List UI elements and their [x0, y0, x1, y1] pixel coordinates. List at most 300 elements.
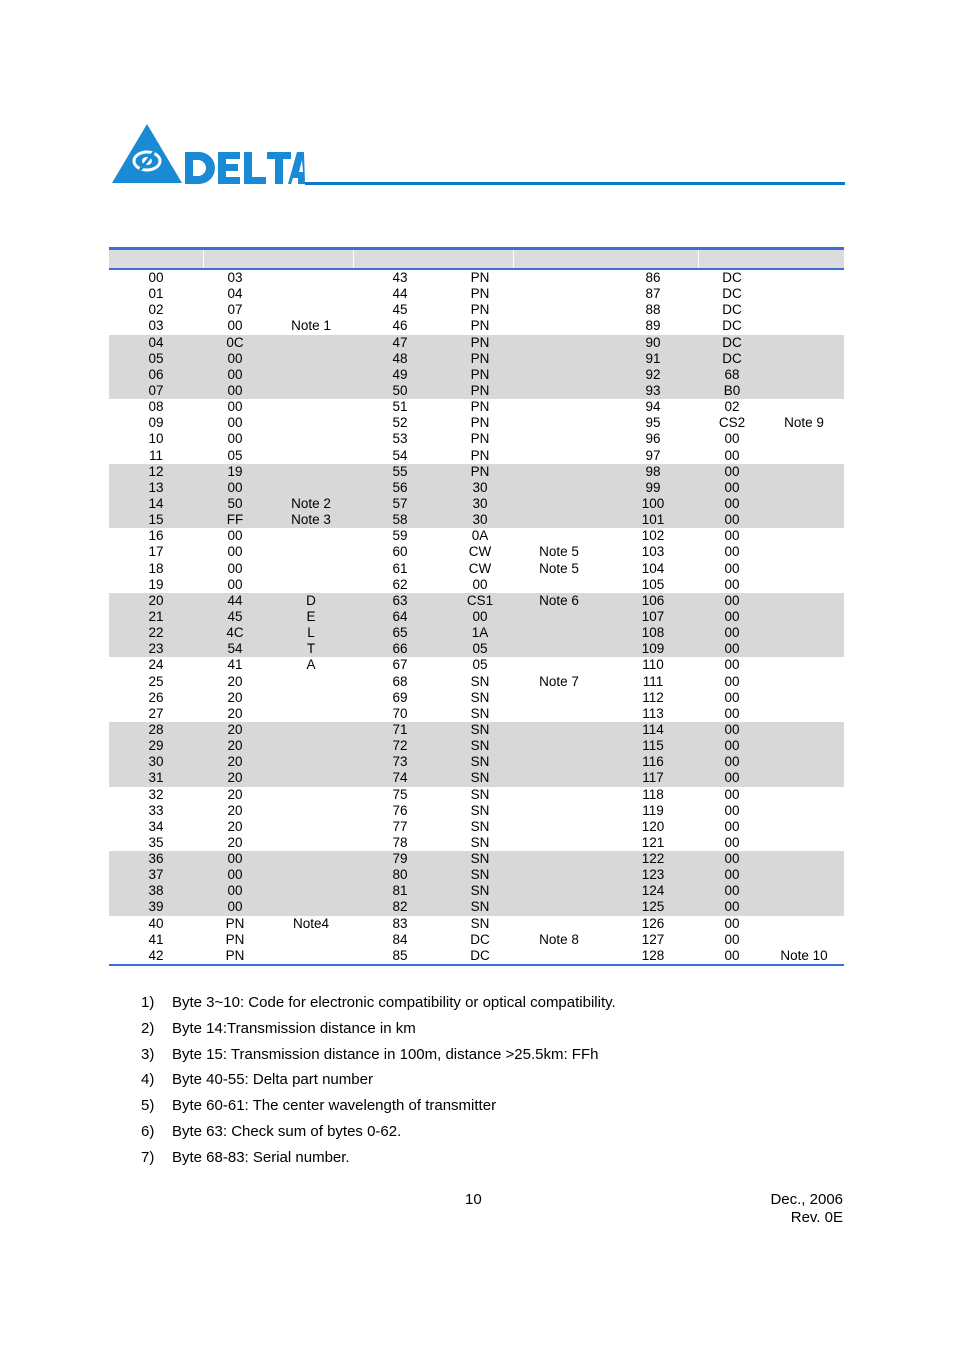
- table-row: [109, 883, 844, 899]
- table-cell: 00: [724, 560, 740, 576]
- table-cell: 96: [645, 431, 661, 447]
- table-row: [109, 480, 844, 496]
- table-cell: 04: [227, 286, 243, 302]
- table-cell: 126: [641, 915, 665, 931]
- table-cell: 00: [724, 641, 740, 657]
- table-cell: 87: [645, 286, 661, 302]
- table-cell: PN: [470, 463, 490, 479]
- table-cell: CS1: [466, 592, 494, 608]
- table-cell: 00: [724, 625, 740, 641]
- table-cell: 00: [148, 270, 164, 285]
- table-row: [109, 593, 844, 609]
- table-cell: 00: [724, 931, 740, 947]
- table-cell: 00: [724, 576, 740, 592]
- table-cell: 112: [642, 689, 664, 705]
- table-cell: 00: [227, 899, 243, 915]
- table-cell: 20: [227, 689, 243, 705]
- table-cell: 19: [148, 576, 164, 592]
- table-row: [109, 641, 844, 657]
- table-cell: 00: [724, 479, 740, 495]
- table-cell: 35: [148, 834, 164, 850]
- table-cell: 28: [148, 721, 164, 737]
- table-cell: E: [306, 608, 316, 624]
- table-cell: 50: [392, 382, 408, 398]
- table-cell: 82: [392, 899, 408, 915]
- table-cell: 80: [392, 867, 408, 883]
- table-cell: 75: [392, 786, 408, 802]
- table-cell: Note 1: [291, 318, 331, 334]
- table-cell: 39: [148, 899, 164, 915]
- table-cell: 00: [227, 366, 243, 382]
- table-cell: DC: [470, 931, 490, 947]
- table-cell: 06: [148, 366, 164, 382]
- table-cell: 44: [227, 592, 243, 608]
- table-cell: Note 5: [539, 560, 579, 576]
- table-cell: 00: [472, 608, 488, 624]
- table-cell: 20: [227, 834, 243, 850]
- table-cell: 00: [724, 689, 740, 705]
- table-cell: SN: [470, 802, 490, 818]
- table-row: [109, 335, 844, 351]
- table-cell: 124: [641, 883, 665, 899]
- table-row: [109, 544, 844, 560]
- table-row: [109, 448, 844, 464]
- table-row: [109, 302, 844, 318]
- table-cell: 109: [641, 641, 665, 657]
- table-cell: 100: [641, 495, 665, 511]
- table-cell: SN: [470, 915, 490, 931]
- table-row: [109, 351, 844, 367]
- table-cell: SN: [470, 834, 490, 850]
- table-cell: DC: [722, 318, 742, 334]
- table-cell: 70: [392, 705, 408, 721]
- table-cell: 18: [148, 560, 164, 576]
- table-row: [109, 318, 844, 334]
- table-cell: 23: [148, 641, 164, 657]
- table-cell: DC: [470, 947, 490, 963]
- table-row: [109, 899, 844, 915]
- table-row: [109, 528, 844, 544]
- table-cell: 08: [148, 399, 164, 415]
- table-row: [109, 690, 844, 706]
- table-cell: DC: [722, 350, 742, 366]
- table-cell: PN: [225, 947, 245, 963]
- table-cell: T: [306, 641, 316, 657]
- table-cell: 00: [227, 318, 243, 334]
- table-cell: 85: [392, 947, 408, 963]
- table-cell: 00: [724, 738, 740, 754]
- table-cell: 55: [392, 463, 408, 479]
- table-cell: 72: [392, 738, 408, 754]
- table-row: [109, 674, 844, 690]
- table-cell: DC: [722, 334, 742, 350]
- table-cell: 107: [641, 608, 665, 624]
- table-cell: 19: [227, 463, 243, 479]
- table-cell: Note 6: [539, 592, 579, 608]
- table-row: [109, 270, 844, 286]
- table-cell: 128: [641, 947, 665, 963]
- table-cell: B0: [723, 382, 741, 398]
- table-cell: 20: [227, 705, 243, 721]
- notes-list: [141, 993, 616, 1174]
- table-cell: 00: [724, 657, 740, 673]
- revision-text: Rev. 0E: [790, 1209, 843, 1226]
- table-cell: 47: [392, 334, 408, 350]
- table-cell: 95: [645, 415, 661, 431]
- table-bottom-rule: [109, 964, 844, 966]
- table-cell: CW: [468, 544, 492, 560]
- table-cell: 00: [724, 528, 740, 544]
- table-row: [109, 657, 844, 673]
- note-item: 4) Byte 40-55: Delta part number: [141, 1071, 373, 1089]
- table-cell: 00: [724, 834, 740, 850]
- table-cell: 42: [148, 947, 164, 963]
- table-row: [109, 803, 844, 819]
- table-cell: Note 10: [780, 947, 828, 963]
- table-cell: 66: [392, 641, 408, 657]
- table-cell: 31: [148, 770, 164, 786]
- table-cell: 00: [227, 415, 243, 431]
- table-row: [109, 722, 844, 738]
- table-cell: 98: [645, 463, 661, 479]
- table-cell: 106: [641, 592, 665, 608]
- table-cell: CW: [468, 560, 492, 576]
- table-cell: 17: [148, 544, 164, 560]
- table-row: [109, 835, 844, 851]
- table-cell: 116: [642, 754, 664, 770]
- table-cell: 20: [227, 738, 243, 754]
- table-cell: SN: [470, 721, 490, 737]
- table-cell: 83: [392, 915, 408, 931]
- table-cell: 63: [392, 592, 408, 608]
- table-cell: 74: [392, 770, 408, 786]
- table-cell: 102: [641, 528, 665, 544]
- table-cell: DC: [722, 286, 742, 302]
- table-cell: 113: [642, 705, 664, 721]
- table-cell: 30: [472, 512, 488, 528]
- table-row: [109, 609, 844, 625]
- table-cell: 00: [724, 592, 740, 608]
- table-cell: SN: [470, 818, 490, 834]
- table-cell: 58: [392, 512, 408, 528]
- table-cell: 05: [227, 447, 243, 463]
- table-row: [109, 286, 844, 302]
- table-cell: 00: [227, 560, 243, 576]
- table-row: [109, 867, 844, 883]
- table-cell: 00: [227, 851, 243, 867]
- table-cell: 56: [392, 479, 408, 495]
- table-cell: 97: [645, 447, 661, 463]
- table-cell: PN: [470, 431, 490, 447]
- table-cell: 00: [724, 608, 740, 624]
- table-cell: 12: [148, 463, 164, 479]
- table-cell: 00: [227, 431, 243, 447]
- table-cell: 30: [472, 479, 488, 495]
- table-cell: 125: [641, 899, 665, 915]
- page-number: 10: [465, 1191, 482, 1208]
- table-cell: 81: [392, 883, 408, 899]
- table-cell: 03: [148, 318, 164, 334]
- table-cell: 00: [724, 915, 740, 931]
- table-cell: D: [306, 592, 316, 608]
- table-cell: SN: [470, 786, 490, 802]
- table-cell: 88: [645, 302, 661, 318]
- table-row: [109, 415, 844, 431]
- table-cell: 30: [472, 495, 488, 511]
- table-cell: 49: [392, 366, 408, 382]
- table-cell: 00: [227, 382, 243, 398]
- table-cell: 73: [392, 754, 408, 770]
- table-cell: PN: [470, 318, 490, 334]
- table-row: [109, 561, 844, 577]
- table-cell: 41: [148, 931, 164, 947]
- table-header-band: [109, 247, 844, 270]
- table-cell: 127: [641, 931, 665, 947]
- table-cell: 20: [227, 721, 243, 737]
- table-cell: 36: [148, 851, 164, 867]
- table-cell: PN: [470, 382, 490, 398]
- table-cell: 00: [724, 512, 740, 528]
- table-cell: PN: [470, 366, 490, 382]
- table-cell: 110: [642, 657, 664, 673]
- table-cell: 20: [227, 754, 243, 770]
- table-cell: 02: [724, 399, 740, 415]
- table-cell: 79: [392, 851, 408, 867]
- table-cell: 89: [645, 318, 661, 334]
- table-cell: 86: [645, 270, 661, 285]
- table-cell: 20: [227, 786, 243, 802]
- table-cell: 71: [392, 721, 408, 737]
- table-cell: 00: [472, 576, 488, 592]
- table-cell: 00: [724, 786, 740, 802]
- table-cell: 20: [227, 770, 243, 786]
- table-cell: 93: [645, 382, 661, 398]
- table-cell: 05: [472, 641, 488, 657]
- table-cell: 101: [641, 512, 665, 528]
- table-cell: 122: [641, 851, 665, 867]
- note-item: 2) Byte 14:Transmission distance in km: [141, 1019, 416, 1037]
- table-cell: FF: [226, 512, 244, 528]
- table-row: [109, 625, 844, 641]
- table-cell: 00: [724, 770, 740, 786]
- table-cell: 00: [724, 705, 740, 721]
- table-row: [109, 496, 844, 512]
- table-cell: 46: [392, 318, 408, 334]
- table-cell: Note 2: [291, 495, 331, 511]
- table-cell: 117: [642, 770, 664, 786]
- table-cell: 111: [642, 673, 664, 689]
- table-cell: 00: [227, 576, 243, 592]
- table-row: [109, 367, 844, 383]
- table-cell: 76: [392, 802, 408, 818]
- table-cell: Note 9: [784, 415, 824, 431]
- table-cell: 32: [148, 786, 164, 802]
- table-cell: 14: [148, 495, 164, 511]
- table-cell: SN: [470, 867, 490, 883]
- table-cell: 45: [392, 302, 408, 318]
- table-cell: 54: [227, 641, 243, 657]
- table-row: [109, 787, 844, 803]
- table-cell: 37: [148, 867, 164, 883]
- table-row: [109, 431, 844, 447]
- table-cell: 121: [641, 834, 665, 850]
- table-cell: 0A: [471, 528, 489, 544]
- table-cell: 00: [724, 947, 740, 963]
- table-row: [109, 464, 844, 480]
- table-cell: 00: [724, 463, 740, 479]
- table-cell: 24: [148, 657, 164, 673]
- table-row: [109, 577, 844, 593]
- table-cell: SN: [470, 673, 490, 689]
- table-cell: 59: [392, 528, 408, 544]
- table-row: [109, 706, 844, 722]
- table-cell: Note4: [292, 915, 330, 931]
- table-cell: SN: [470, 689, 490, 705]
- table-cell: 20: [227, 802, 243, 818]
- table-cell: 00: [724, 899, 740, 915]
- table-cell: 03: [227, 270, 243, 285]
- table-cell: 103: [641, 544, 665, 560]
- table-cell: 20: [227, 673, 243, 689]
- note-item: 1) Byte 3~10: Code for electronic compatibility or optical compatibility.: [141, 994, 616, 1011]
- table-cell: 67: [392, 657, 408, 673]
- table-cell: 00: [227, 544, 243, 560]
- table-cell: SN: [470, 851, 490, 867]
- table-row: [109, 948, 844, 964]
- table-cell: PN: [470, 270, 490, 285]
- table-cell: 27: [148, 705, 164, 721]
- table-cell: 120: [641, 818, 665, 834]
- note-item: 6) Byte 63: Check sum of bytes 0-62.: [141, 1122, 402, 1140]
- table-cell: SN: [470, 738, 490, 754]
- table-cell: 05: [148, 350, 164, 366]
- note-item: 3) Byte 15: Transmission distance in 100m, distance >25.5km: FFh: [141, 1045, 599, 1063]
- table-cell: 33: [148, 802, 164, 818]
- table-row: [109, 399, 844, 415]
- table-cell: 115: [642, 738, 664, 754]
- table-cell: PN: [470, 334, 490, 350]
- table-cell: 00: [724, 883, 740, 899]
- table-cell: 00: [724, 447, 740, 463]
- table-cell: PN: [470, 399, 490, 415]
- table-cell: PN: [470, 302, 490, 318]
- table-cell: 51: [392, 399, 408, 415]
- table-row: [109, 932, 844, 948]
- table-cell: 02: [148, 302, 164, 318]
- table-cell: 48: [392, 350, 408, 366]
- table-cell: 64: [392, 608, 408, 624]
- table-cell: 25: [148, 673, 164, 689]
- table-row: [109, 754, 844, 770]
- table-cell: 00: [724, 754, 740, 770]
- table-cell: PN: [470, 447, 490, 463]
- table-cell: 00: [227, 528, 243, 544]
- document-date: [770, 1191, 843, 1227]
- table-cell: 69: [392, 689, 408, 705]
- table-cell: 52: [392, 415, 408, 431]
- table-cell: PN: [225, 915, 245, 931]
- table-cell: 00: [227, 399, 243, 415]
- table-cell: 10: [148, 431, 164, 447]
- table-cell: 60: [392, 544, 408, 560]
- table-cell: 15: [148, 512, 164, 528]
- table-cell: 00: [724, 721, 740, 737]
- table-cell: 20: [227, 818, 243, 834]
- table-cell: 84: [392, 931, 408, 947]
- table-cell: 105: [641, 576, 665, 592]
- table-cell: 21: [148, 608, 164, 624]
- table-cell: 04: [148, 334, 164, 350]
- table-cell: 22: [148, 625, 164, 641]
- table-cell: 104: [641, 560, 665, 576]
- table-cell: 50: [227, 495, 243, 511]
- table-cell: 44: [392, 286, 408, 302]
- table-cell: 99: [645, 479, 661, 495]
- table-cell: 77: [392, 818, 408, 834]
- table-cell: SN: [470, 899, 490, 915]
- header-rule: [305, 182, 845, 185]
- table-cell: 16: [148, 528, 164, 544]
- table-cell: 94: [645, 399, 661, 415]
- table-cell: 00: [227, 479, 243, 495]
- table-cell: 90: [645, 334, 661, 350]
- delta-logo: [110, 122, 305, 186]
- table-cell: 00: [724, 802, 740, 818]
- table-cell: 29: [148, 738, 164, 754]
- table-cell: Note 8: [539, 931, 579, 947]
- table-cell: 38: [148, 883, 164, 899]
- table-cell: 65: [392, 625, 408, 641]
- table-cell: PN: [470, 415, 490, 431]
- table-row: [109, 738, 844, 754]
- table-cell: 1A: [471, 625, 489, 641]
- table-cell: 91: [645, 350, 661, 366]
- table-cell: 54: [392, 447, 408, 463]
- table-row: [109, 819, 844, 835]
- table-cell: 68: [724, 366, 740, 382]
- table-cell: PN: [225, 931, 245, 947]
- table-cell: 13: [148, 479, 164, 495]
- note-item: 5) Byte 60-61: The center wavelength of transmitter: [141, 1097, 497, 1115]
- table-cell: 41: [227, 657, 243, 673]
- table-cell: 00: [724, 818, 740, 834]
- table-cell: 114: [642, 721, 664, 737]
- table-cell: 01: [148, 286, 164, 302]
- table-cell: 05: [472, 657, 488, 673]
- table-cell: 20: [148, 592, 164, 608]
- table-cell: 34: [148, 818, 164, 834]
- table-row: [109, 512, 844, 528]
- date-text: Dec., 2006: [770, 1191, 843, 1208]
- table-cell: 07: [148, 382, 164, 398]
- table-cell: 45: [227, 608, 243, 624]
- table-cell: 92: [645, 366, 661, 382]
- table-cell: 68: [392, 673, 408, 689]
- table-cell: CS2: [718, 415, 746, 431]
- table-cell: 09: [148, 415, 164, 431]
- table-cell: PN: [470, 286, 490, 302]
- table-cell: 00: [724, 867, 740, 883]
- table-cell: 00: [724, 495, 740, 511]
- table-cell: 00: [724, 431, 740, 447]
- table-cell: PN: [470, 350, 490, 366]
- table-cell: Note 5: [539, 544, 579, 560]
- table-row: [109, 916, 844, 932]
- note-item: 7) Byte 68-83: Serial number.: [141, 1148, 350, 1166]
- table-cell: SN: [470, 770, 490, 786]
- table-cell: 00: [724, 673, 740, 689]
- table-cell: A: [306, 657, 316, 673]
